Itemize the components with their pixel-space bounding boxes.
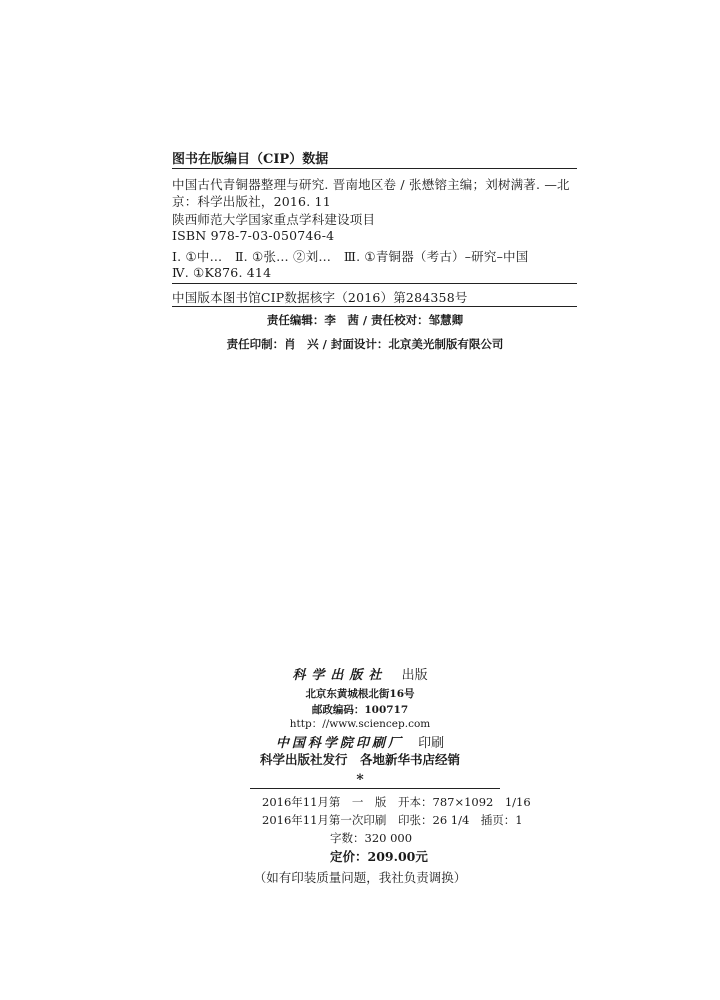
quality-notice: （如有印装质量问题，我社负责调换） — [253, 870, 467, 885]
distribution-line: 科学出版社发行 各地新华书店经销 — [259, 752, 460, 767]
production-credits: 责任印制：肖 兴 / 封面设计：北京美光制版有限公司 — [226, 337, 504, 351]
publisher-address: 北京东黄城根北街16号 — [305, 688, 415, 700]
cip-isbn: ISBN 978-7-03-050746-4 — [172, 228, 335, 243]
cip-classification-line-1: Ⅰ. ①中… Ⅱ. ①张… ②刘… Ⅲ. ①青铜器（考古）–研究–中国 — [172, 249, 529, 264]
book-price: 定价：209.00元 — [330, 849, 428, 864]
printer-action: 印刷 — [418, 736, 445, 751]
printer-name-logotype: 中国科学院印刷厂 — [275, 736, 404, 751]
cip-bibliographic-line-2: 京：科学出版社，2016. 11 — [172, 194, 331, 209]
publisher-line — [0, 664, 720, 683]
cip-project-note: 陕西师范大学国家重点学科建设项目 — [172, 212, 376, 227]
publisher-name-logotype: 科学出版社 — [292, 668, 388, 683]
editor-credits: 责任编辑：李 茜 / 责任校对：邹慧卿 — [266, 313, 464, 327]
printer-line — [0, 732, 720, 751]
book-format: 开本：787×1092 1/16 — [398, 795, 531, 809]
cip-record-number: 中国版本图书馆CIP数据核字（2016）第284358号 — [172, 290, 468, 305]
edition-date: 2016年11月第 一 版 — [262, 795, 387, 809]
publisher-action: 出版 — [401, 668, 428, 683]
specs-rule — [250, 788, 500, 789]
separator-asterisk: * — [356, 772, 364, 788]
cip-bottom-rule — [172, 306, 577, 307]
cip-middle-rule — [172, 283, 577, 284]
cip-top-rule — [172, 168, 577, 169]
cip-classification-line-2: Ⅳ. ①K876. 414 — [172, 265, 272, 280]
word-count: 字数：320 000 — [330, 831, 413, 845]
print-date: 2016年11月第一次印刷 — [262, 813, 387, 827]
print-sheets: 印张：26 1/4 插页：1 — [398, 813, 523, 827]
publisher-postal-code: 邮政编码：100717 — [311, 704, 409, 716]
cip-title: 图书在版编目（CIP）数据 — [172, 152, 329, 167]
publisher-website: http：//www.sciencep.com — [289, 718, 431, 730]
cip-bibliographic-line-1: 中国古代青铜器整理与研究. 晋南地区卷 / 张懋镕主编；刘树满著. —北 — [172, 177, 570, 192]
